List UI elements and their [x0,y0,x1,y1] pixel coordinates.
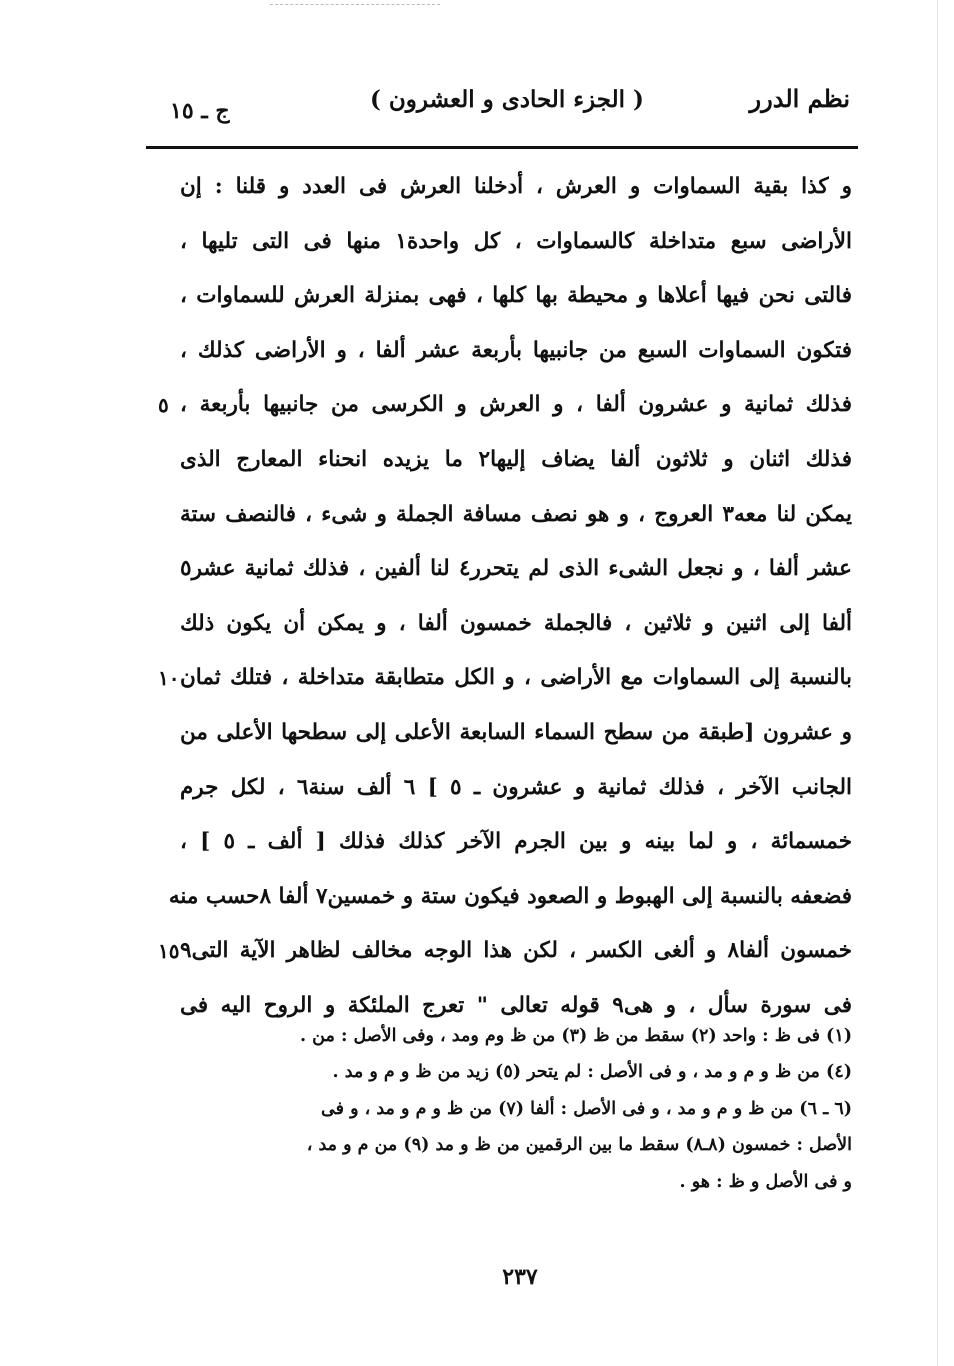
text-line [180,215,852,270]
text-line [168,870,852,925]
text-line-content: خمسمائة ، و لما بينه و بين الجرم الآخر كذلك فذلك [ ألف ـ ٥ ] ، [180,829,852,855]
line-number: ١٥ [158,939,180,964]
text-line [180,815,852,870]
part-title: ( الجزء الحادى و العشرون ) [370,86,644,113]
page-number: ٢٣٧ [502,1264,538,1290]
text-line-content: ألفا إلى اثنين و ثلاثين ، فالجملة خمسون ألفا ، و يمكن أن يكون ذلك [180,610,852,636]
text-line [158,378,852,433]
book-title: نظم الدرر [749,84,850,113]
footnotes [196,1018,852,1200]
text-line [180,542,852,597]
running-header [150,78,850,138]
text-line [180,269,852,324]
text-line [180,761,852,816]
text-line-content: بالنسبة إلى السماوات مع الأراضى ، و الكل متطابقة متداخلة ، فتلك ثمان [180,665,852,691]
line-number: ١٠ [158,666,180,691]
footnote-line: و فى الأصل و ظ : هو . [679,1171,852,1192]
text-line [180,488,852,543]
text-line [180,160,852,215]
footnote-line: (٤) من ظ و م و مد ، و فى الأصل : لم يتحر (٥) زيد من ظ و م و مد . [332,1062,852,1083]
text-line-content: فضعفه بالنسبة إلى الهبوط و الصعود فيكون ستة و خمسين٧ ألفا ٨حسب منه [168,883,852,909]
text-line [158,651,852,706]
main-text [158,160,853,1034]
text-line-content: فتكون السماوات السبع من جانبيها بأربعة عشر ألفا ، و الأراضى كذلك ، [180,337,852,363]
text-line-content: فالتى نحن فيها أعلاها و محيطة بها كلها ، فهى بمنزلة العرش للسماوات ، [180,283,852,309]
header-rule [146,146,858,149]
footnote-line: (١) فى ظ : واحد (٢) سقط من ظ (٣) من ظ وم ومد ، وفى الأصل : من . [299,1026,852,1046]
text-line [180,597,852,652]
text-line-content: خمسون ألفا٨ و ألغى الكسر ، لكن هذا الوجه مخالف لظاهر الآية التى٩ [180,938,853,964]
footnote-line: (٦ ـ ٦) من ظ و م و مد ، و فى الأصل : ألفا (٧) من ظ و م و مد ، و فى [321,1098,852,1119]
scan-edge-top [270,4,440,5]
text-line-content: و عشرون [طبقة من سطح السماء السابعة الأعلى إلى سطحها الأعلى من [180,719,852,745]
text-line-content: الأراضى سبع متداخلة كالسماوات ، كل واحدة١ منها فى التى تليها ، [180,228,852,254]
text-line-content: الجانب الآخر ، فذلك ثمانية و عشرون ـ ٥ ] ٦ ألف سنة٦ ، لكل جرم [180,774,852,800]
text-line-content: و كذا بقية السماوات و العرش ، أدخلنا العرش فى العدد و قلنا : إن [180,174,852,199]
text-line-content: عشر ألفا ، و نجعل الشىء الذى لم يتحرر٤ لنا ألفين ، فذلك ثمانية عشر٥ [180,556,853,582]
text-line-content: فى سورة سأل ، و هى٩ قوله تعالى " تعرج الملئكة و الروح اليه فى [180,992,852,1018]
text-line [158,924,853,979]
volume-label: ج ـ ١٥ [170,98,230,124]
text-line [180,324,852,379]
text-line-content: يمكن لنا معه٣ العروج ، و هو نصف مسافة الجملة و شىء ، فالنصف ستة [180,501,852,527]
text-line-content: فذلك اثنان و ثلاثون ألفا يضاف إليها٢ ما يزيده انحناء المعارج الذى [180,446,852,472]
text-line [180,433,852,488]
text-line-content: فذلك ثمانية و عشرون ألفا ، و العرش و الكرسى من جانبيها بأربعة ، [180,392,852,418]
text-line [180,706,852,761]
footnote-line: الأصل : خمسون (٨ـ٨) سقط ما بين الرقمين من ظ و مد (٩) من م و مد ، [306,1135,852,1156]
line-number: ٥ [158,393,169,418]
scan-edge-right [937,0,938,1366]
